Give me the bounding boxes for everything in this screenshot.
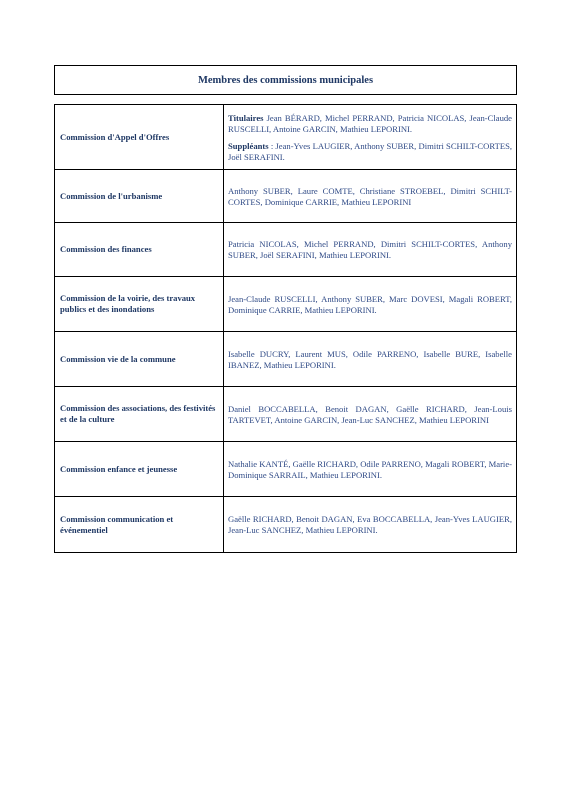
members-paragraph [228,514,512,536]
member-list: Jean BÉRARD, Michel PERRAND, Patricia NICOLAS, Jean-Claude RUSCELLI, Antoine GARCIN, Mathieu LEPORINI. [228,112,512,134]
table-row [55,497,517,553]
commission-name: Commission de l'urbanisme [55,170,224,223]
member-list: Daniel BOCCABELLA, Benoit DAGAN, Gaëlle RICHARD, Jean-Louis TARTEVET, Antoine GARCIN, Jean-Luc SANCHEZ, Mathieu LEPORINI [228,403,512,425]
commission-name: Commission des finances [55,223,224,277]
members-paragraph [228,141,512,163]
commissions-table-body [55,105,517,553]
member-list: Anthony SUBER, Laure COMTE, Christiane STROEBEL, Dimitri SCHILT-CORTES, Dominique CARRIE, Mathieu LEPORINI [228,185,512,207]
commission-members [224,497,517,553]
commission-name: Commission d'Appel d'Offres [55,105,224,170]
member-role: Titulaires [228,112,264,123]
commission-members [224,332,517,387]
table-row [55,170,517,223]
commission-members [224,105,517,170]
table-row [55,442,517,497]
table-row [55,387,517,442]
member-list: : Jean-Yves LAUGIER, Anthony SUBER, Dimitri SCHILT-CORTES, Joël SERAFINI. [228,140,512,162]
member-list: Nathalie KANTÉ, Gaëlle RICHARD, Odile PARRENO, Magali ROBERT, Marie-Dominique SARRAIL, Mathieu LEPORINI. [228,458,512,480]
commission-name: Commission de la voirie, des travaux publics et des inondations [55,277,224,332]
commission-name: Commission communication et événementiel [55,497,224,553]
member-list: Jean-Claude RUSCELLI, Anthony SUBER, Marc DOVESI, Magali ROBERT, Dominique CARRIE, Mathieu LEPORINI. [228,293,512,315]
commission-name: Commission vie de la commune [55,332,224,387]
commission-members [224,277,517,332]
members-paragraph [228,239,512,261]
member-list: Patricia NICOLAS, Michel PERRAND, Dimitri SCHILT-CORTES, Anthony SUBER, Joël SERAFINI, Mathieu LEPORINI. [228,239,512,260]
members-paragraph [228,186,512,208]
commission-name: Commission enfance et jeunesse [55,442,224,497]
member-list: Gaëlle RICHARD, Benoit DAGAN, Eva BOCCABELLA, Jean-Yves LAUGIER, Jean-Luc SANCHEZ, Mathieu LEPORINI. [228,514,512,535]
commission-members [224,223,517,277]
commission-members [224,170,517,223]
table-row [55,277,517,332]
members-paragraph [228,349,512,371]
table-row [55,332,517,387]
commissions-table [54,104,517,553]
members-paragraph [228,459,512,481]
page-title [54,65,517,95]
table-row [55,105,517,170]
table-row [55,223,517,277]
commission-members [224,442,517,497]
commission-name: Commission des associations, des festivités et de la culture [55,387,224,442]
commission-members [224,387,517,442]
page-title-text: Membres des commissions municipales [197,74,374,86]
member-role: Suppléants [228,140,269,151]
members-paragraph [228,113,512,135]
members-paragraph [228,404,512,426]
member-list: Isabelle DUCRY, Laurent MUS, Odile PARRENO, Isabelle BURE, Isabelle IBANEZ, Mathieu LEPORINI. [228,348,512,370]
members-paragraph [228,294,512,316]
